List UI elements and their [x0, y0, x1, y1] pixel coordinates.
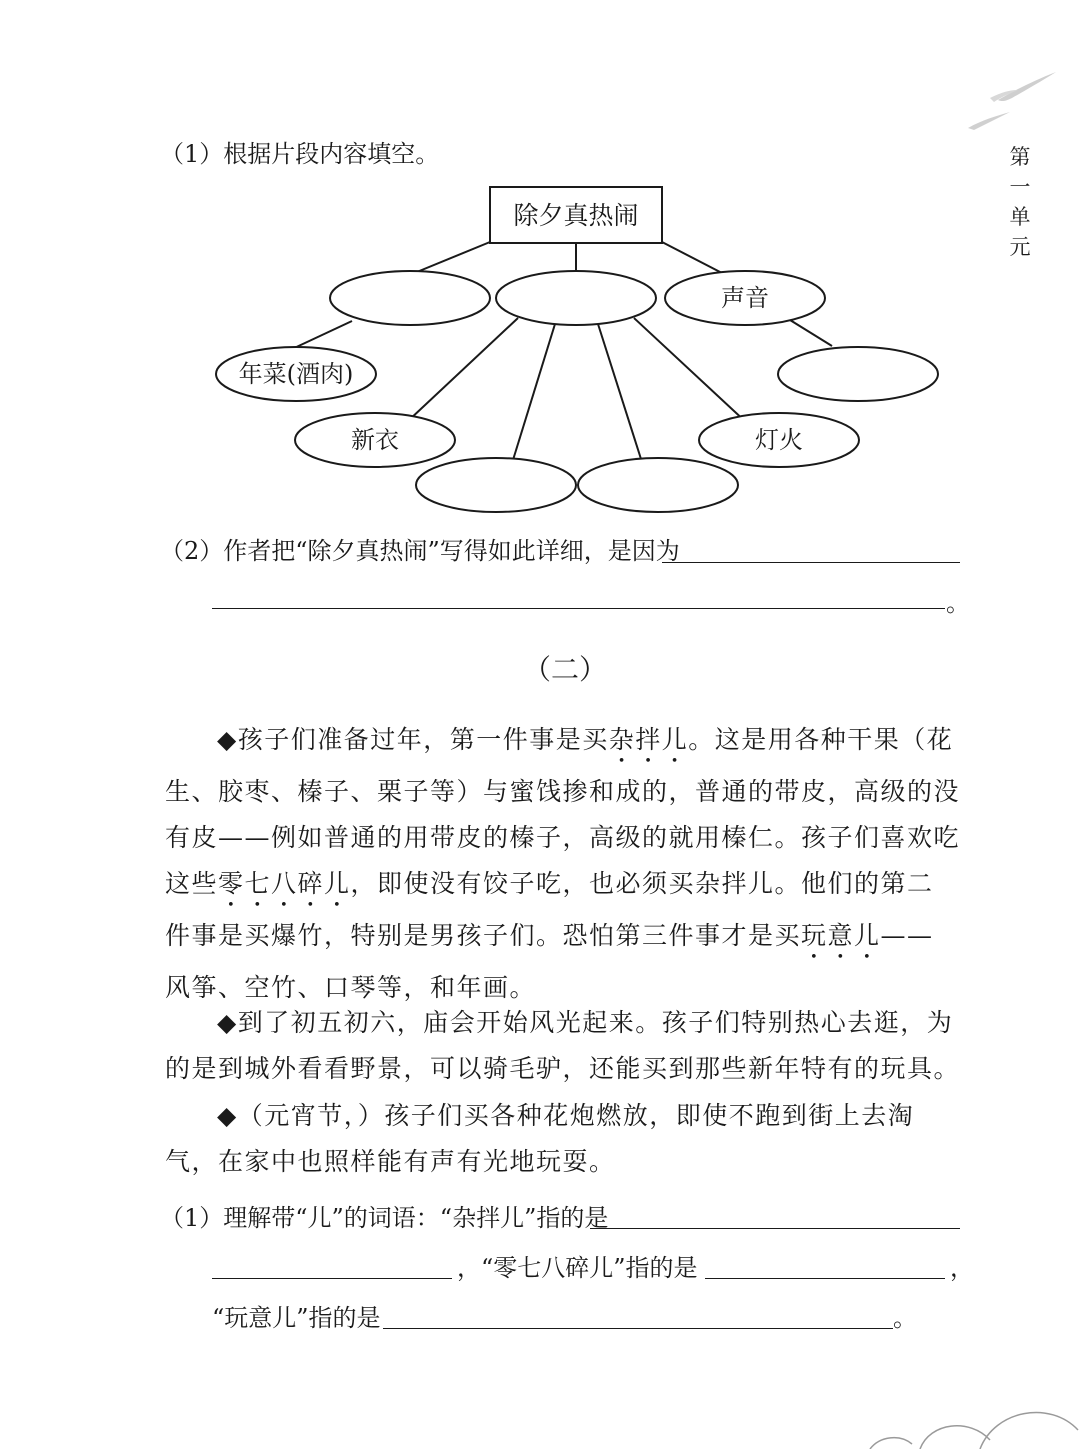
diagram-node-ellipse[interactable]	[778, 347, 938, 401]
diagram-node-label: 年菜(酒肉)	[238, 360, 354, 388]
answer-line[interactable]	[662, 562, 960, 563]
answer-line[interactable]	[705, 1278, 945, 1279]
connector-line	[412, 242, 490, 274]
connector-line	[634, 318, 748, 424]
mind-map-diagram	[0, 0, 1080, 540]
paragraph-text: 。这是用各种干果（花生、胶枣、榛子、栗子等）与蜜饯掺和成的，普通的带皮，高级的没有皮——例如普通的用带皮的榛子，高级的就用榛仁。孩子们喜欢吃这些	[165, 725, 961, 898]
paragraph-text: ◆孩子们准备过年，第一件事是买	[217, 725, 609, 754]
question-1-label: （1）根据片段内容填空。	[160, 140, 440, 168]
emphasized-word: 玩意儿	[801, 921, 881, 950]
diagram-node-ellipse[interactable]	[496, 271, 656, 325]
connector-line	[408, 318, 518, 421]
comma-mark: ，	[950, 1254, 974, 1282]
emphasized-word: 杂拌儿	[608, 725, 689, 754]
question-2-label: （2）作者把“除夕真热闹”写得如此详细，是因为	[160, 537, 680, 565]
question-understand-label: ，“零七八碎儿”指的是	[457, 1254, 698, 1282]
question-understand-label: “玩意儿”指的是	[212, 1304, 381, 1332]
answer-line[interactable]	[383, 1328, 893, 1329]
side-tab-char: 一	[1009, 175, 1031, 199]
diagram-root-label: 除夕真热闹	[513, 201, 639, 230]
diagram-node-label: 灯火	[755, 426, 803, 454]
diagram-node-ellipse[interactable]	[330, 271, 490, 325]
section-heading: （二）	[522, 653, 607, 686]
passage-paragraph-3: ◆（元宵节，）孩子们买各种花炮燃放，即使不跑到街上去淘气，在家中也照样能有声有光地玩耍。	[165, 1101, 915, 1176]
cloud-icon	[870, 1438, 912, 1449]
side-tab-char: 单	[1009, 205, 1031, 229]
connector-line	[598, 324, 641, 459]
paragraph-text: ，即使没有饺子吃，也必须买杂拌儿。他们的第二件事是买爆竹，特别是男孩子们。恐怕第三件事才是买	[165, 869, 934, 950]
passage-paragraph-1	[165, 717, 960, 1011]
connector-line	[513, 324, 555, 460]
diagram-node-ellipse[interactable]	[578, 458, 738, 512]
answer-line[interactable]	[212, 608, 945, 609]
period-mark: 。	[893, 1304, 917, 1332]
emphasized-word: 零七八碎儿	[218, 869, 351, 898]
connector-line	[790, 320, 832, 346]
cloud-decoration	[860, 1400, 1080, 1449]
answer-line[interactable]	[590, 1228, 960, 1229]
side-tab-char: 元	[1009, 235, 1031, 259]
diagram-node-label: 新衣	[351, 426, 399, 454]
passage-paragraph-2: ◆到了初五初六，庙会开始风光起来。孩子们特别热心去逛，为的是到城外看看野景，可以骑毛驴，还能买到那些新年特有的玩具。	[165, 1008, 961, 1083]
connector-line	[662, 242, 722, 273]
paragraph-text: ——风筝、空竹、口琴等，和年画。	[165, 921, 934, 1002]
cloud-icon	[920, 1426, 990, 1449]
answer-line[interactable]	[212, 1278, 452, 1279]
diagram-node-label: 声音	[721, 284, 769, 312]
connector-line	[290, 321, 352, 350]
cloud-icon	[980, 1412, 1078, 1449]
period-mark: 。	[946, 589, 970, 617]
side-tab-char: 第	[1009, 145, 1031, 169]
diagram-node-ellipse[interactable]	[416, 458, 576, 512]
question-understand-label: （1）理解带“儿”的词语：“杂拌儿”指的是	[160, 1204, 609, 1232]
